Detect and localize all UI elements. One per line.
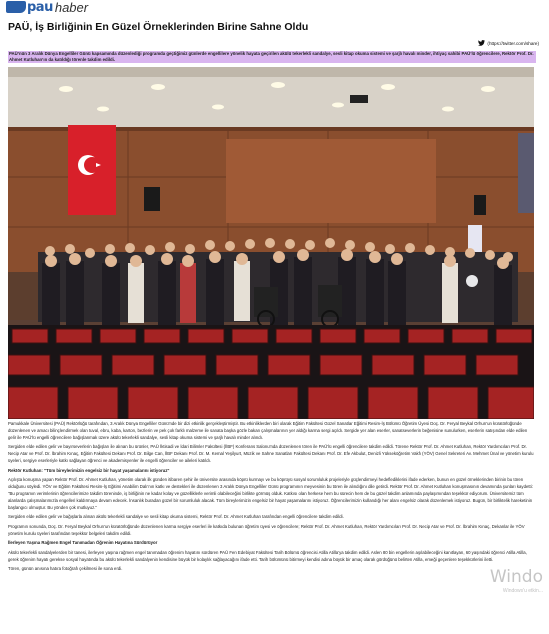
article-lead: PAÜ’nün 3 Aralık Dünya Engelliler Günü kapsamında düzenlediği programda geçtiğimiz günlerde engellilere yönelik hayata geçirilen akülü tekerlekli sandalye, sesli kitap okuma sistemi ve şarjlı havalı minder, ihtiyaç sahibi PAÜ’lü öğrencilere, Rektör Prof. Dr. Ahmet Kutluhan’ın da katıldığı törenle takdim edildi. [8, 51, 536, 63]
group-photo-illustration [8, 67, 534, 419]
subheading-1: Rektör Kutluhan: "Tüm bireylerimizin engelsiz bir hayat yaşamalarını istiyoruz" [8, 467, 170, 473]
article-photo [8, 67, 534, 419]
logo-mark-icon [6, 1, 26, 13]
paragraph-3: Açılışta konuşma yapan Rektör Prof. Dr. Ahmet Kutluhan, yönetim olarak ilk günden itibaren şehir ile üniversite arasında köprü kurmayı ve bu köprüyü sosyal sorumluluk projeleriyle güçlendirmeyi hedeflediklerini ifade ederken, bunun en güzel örneklerinden birinin bu tören olduğunu söyledi. YÖV ve Eğitim Fakültesi Resim-İş Eğitimi Anabilim Dalı’nın katkı ve destekleri ile düzenlenen 3 Aralık Dünya Engelliler Günü programının meyvesinin bu tören ile alındığını dile getirdi. Rektör Prof. Dr. Ahmet Kutluhan konuşmasının devamında şunları kaydetti: "Bu programın verimlerinin öğrencilerimize takdim töreninde, iş birliğinin ne kadar kolay ve güzelliklerle verimli olabileceğini birlikte görmüş olduk. Katkısı olan herkese hem bu sürecin hem de bu güzel takdim anlamında paylaşımından teşekkür ediyorum. Üniversitemiz tüm alanlarda çalışmalarımızla engelleri kaldırmaya devam edecek. İnsanlık buradan güzel bir sorumluluk alacak. Tüm bireylerimizin engelsiz bir hayat yaşamalarını istiyoruz. Öğrencilerimizin kullandığı her alanı engelsiz olarak düzenlemek istiyoruz. Bugün, bir birliktelik hareketinin başlangıcı olmuştur. Bu yönden çok mutluyuz." [8, 477, 533, 510]
logo-text: pau [27, 0, 53, 15]
twitter-handle: (https://twitter.com/share) [487, 40, 539, 46]
paragraph-5: Programın sonunda, Doç. Dr. Feryal Beykal Orhun’un küratörlüğünde düzenlenen karma sergiye eserleri ile katkıda bulunan öğretim üyesi ve öğrencilere; Rektör Prof. Dr. Ahmet Kutluhan, Rektör Yardımcıları Prof. Dr. Necip Atar ve Prof. Dr. İbrahim Kınaç, Dekanlar ile YÖV yönetim kurulu üyeleri tarafından teşekkür belgeleri takdim edildi. [8, 523, 525, 536]
paragraph-7: Tören, günün anısına hatıra fotoğrafı çekilmesi ile sona erdi. [8, 566, 123, 572]
logo-suffix: haber [54, 0, 89, 15]
twitter-share-link[interactable] [478, 40, 539, 46]
paragraph-6: Akülü tekerlekli sandalyelerden bir tanesi, ilerleyen yaşına rağmen engel tanımadan öğrenim hayatını sürdüren PAÜ Fen Edebiyat Fakültesi Tarih Bölümü öğrencisi Atilla Atilla’ya takdim edildi. Aslen 80 bin engellerin aşılabileceğini kanıtlayan, 60 yaşındaki öğrenci Atilla Atilla, gerek öğrenim hayatı gerekse sosyal hayatında bu akülü tekerlekli sandalyenin kendisine büyük bir kolaylık sağlayacağını ifade etti. Tarih bölümünü bitirmeyi kendisi adına büyük bir amaç olarak gördüğünü belirten Atilla, emeği geçenlere teşekkürlerini iletti. [8, 549, 527, 562]
windows-activation-subtext: Windows'u etkin... [502, 588, 543, 594]
windows-activation-watermark: Windo [489, 567, 543, 587]
paragraph-1: Pamukkale Üniversitesi (PAÜ) Rektörlüğü tarafından, 3 Aralık Dünya Engelliler Günü'nde bir dizi etkinlik gerçekleştirmiştir. Bu etkinliklerden biri olarak Eğitim Fakültesi Güzel Sanatlar Eğitimi Resim-İş Bölümü Öğretim Üyesi Doç. Dr. Feryal Beykal Orhun’un küratörlüğünde düzenlenen ve amacı bilinçlendirmek olan tuval, ebru, kaba, karton, bezlerin ve pek çok farklı malzeme ile sanata başka gözle bakan çalışmalarının yer aldığı karma sergi açıldı. Sergide yer alan eserler, sanatseverlerin beğenisine sunulurken, eserlerin satışından elde edilen gelir ile PAÜ’lü engelli öğrencilere bağışlanmak üzere akülü tekerlekli sandalye, sesli kitap okuma sistemi ve şarjlı havalı minder alındı. [8, 421, 528, 440]
article-body [8, 421, 534, 576]
paragraph-2: Sergiden elde edilen gelir ve bayırseverlerin bağışları ile alınan bu ürünler, PAÜ İktisadi ve İdari Bilimler Fakültesi (İİBF) Konferans Salonu'nda düzenlenen tören ile PAÜ’lü engelli öğrencilere takdim edildi. Törene Rektör Prof. Dr. Ahmet Kutluhan, Rektör Yardımcıları Prof. Dr. Necip Atar ve Prof. Dr. İbrahim Kınaç, Eğitim Fakültesi Dekanı Prof. Dr. Bilge Can, İİBF Dekanı Prof. Dr. M. Kemal Yeşilyurt, Müzik ve Sahne Sanatları Fakültesi Dekanı Prof. Dr. Efe Akbulut, Denizli Yükseköğretim Vakfı (YÖV) Genel Sekreteri Av. Mehmet Ünal ve yönetim kurulu üyeleri, sergiye eserleriyle katkı sağlayan öğrenci ve akademisyenler ile engelli öğrenciler ve aileleri katıldı. [8, 444, 534, 464]
site-logo[interactable] [6, 0, 88, 14]
paragraph-4: Sergiden elde edilen gelir ve bağışlarla alınan akülü tekerlekli sandalye ve sesli kitap okuma sistemi, Rektör Prof. Dr. Ahmet Kutluhan tarafından engelli öğrencilere takdim edildi. [8, 514, 344, 520]
article-title: PAÜ, İş Birliğinin En Güzel Örneklerinden Birine Sahne Oldu [8, 21, 309, 33]
subheading-2: İlerleyen Yaşına Rağmen Engel Tanımadan Öğrenim Hayatına Sürdürüyor [8, 540, 158, 546]
twitter-icon [478, 40, 485, 46]
